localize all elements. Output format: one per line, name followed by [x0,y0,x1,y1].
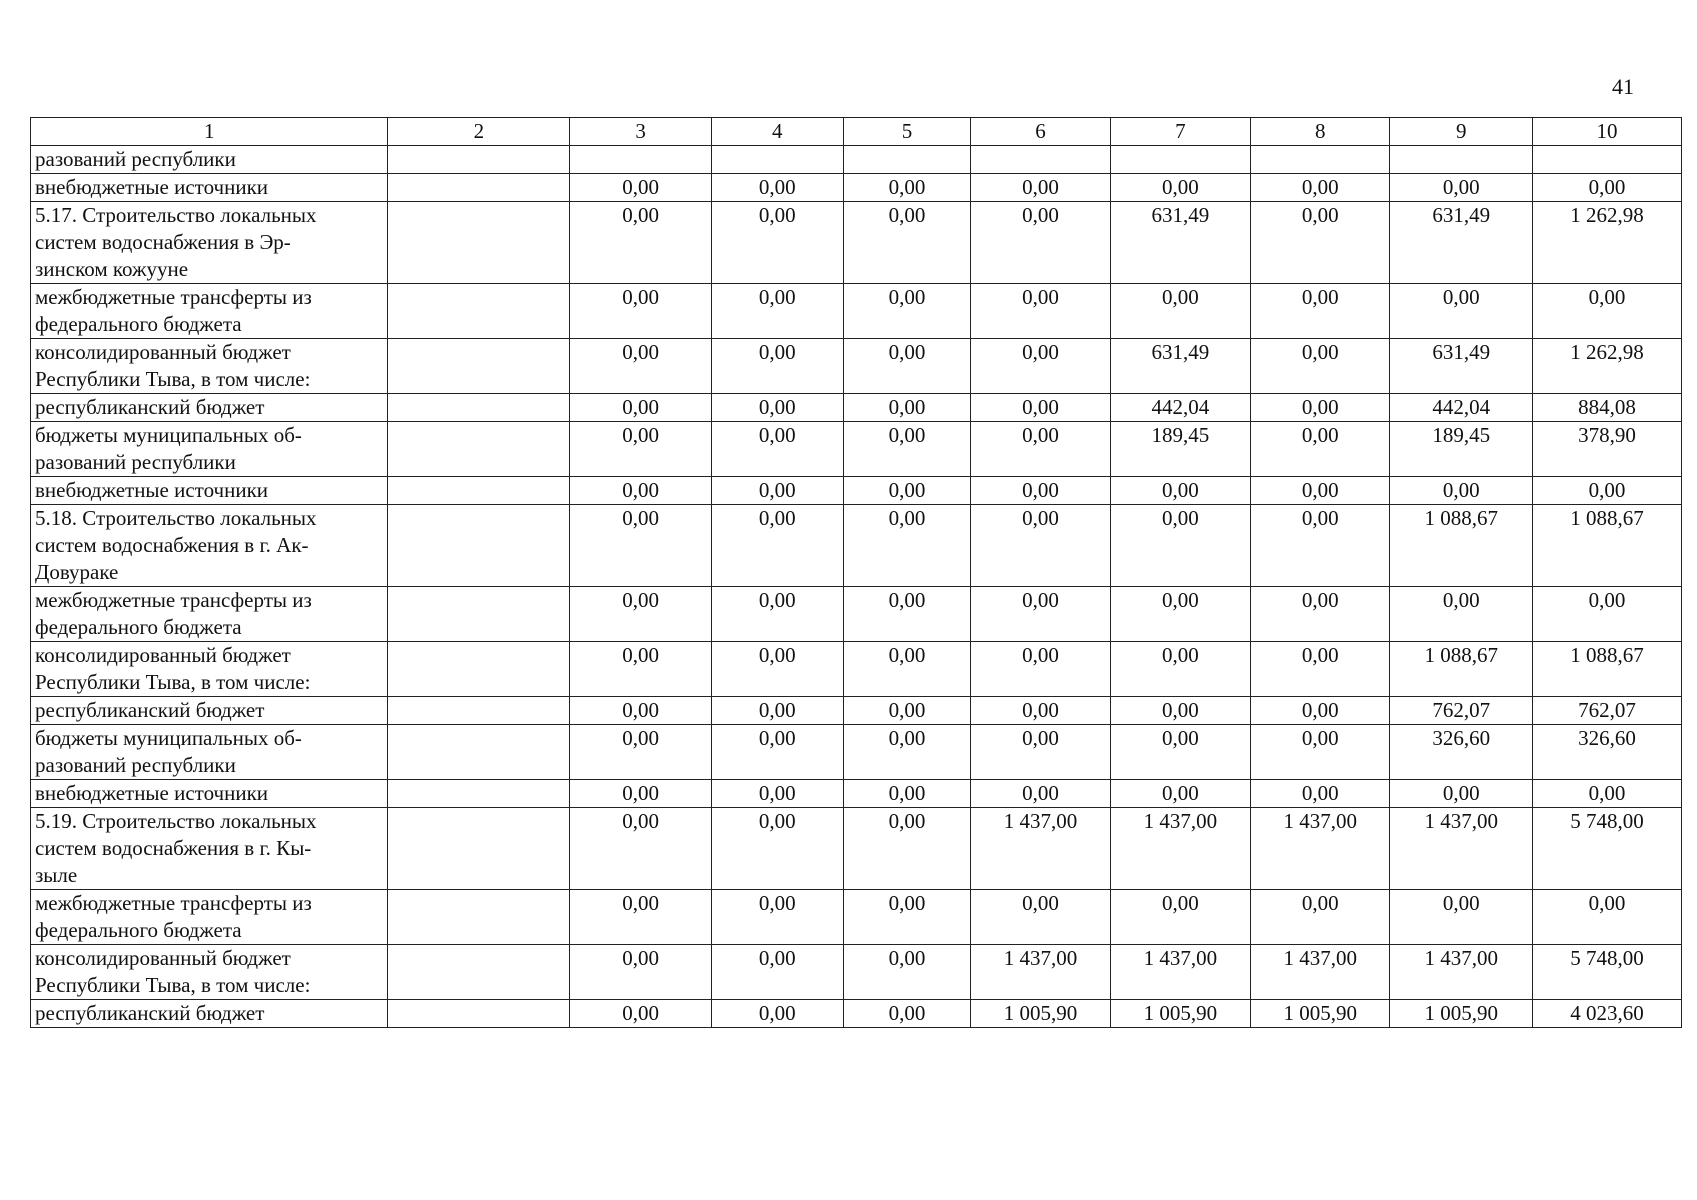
row-label: республиканский бюджет [31,697,388,725]
value-cell: 0,00 [570,505,711,587]
table-body [31,146,1682,1028]
value-cell: 0,00 [1251,202,1390,284]
value-cell [570,146,711,174]
value-cell: 0,00 [971,422,1110,477]
value-cell: 0,00 [1110,642,1250,697]
column-header: 2 [388,118,570,146]
row-label: бюджеты муниципальных об- разований республики [31,422,388,477]
value-cell: 0,00 [1532,890,1681,945]
value-cell: 1 005,90 [1251,1000,1390,1028]
value-cell: 0,00 [1251,587,1390,642]
value-cell: 0,00 [711,1000,843,1028]
value-cell: 0,00 [843,725,971,780]
value-cell: 442,04 [1110,394,1250,422]
empty-cell [388,146,570,174]
value-cell: 0,00 [570,697,711,725]
row-label: внебюджетные источники [31,477,388,505]
empty-cell [388,945,570,1000]
table-row [31,587,1682,642]
empty-cell [388,697,570,725]
column-header: 1 [31,118,388,146]
value-cell: 0,00 [1251,697,1390,725]
value-cell: 0,00 [971,642,1110,697]
value-cell: 0,00 [971,394,1110,422]
value-cell: 0,00 [570,780,711,808]
value-cell: 0,00 [1251,725,1390,780]
value-cell: 0,00 [971,202,1110,284]
value-cell: 0,00 [570,1000,711,1028]
value-cell: 0,00 [971,780,1110,808]
value-cell: 0,00 [570,642,711,697]
empty-cell [388,422,570,477]
column-header: 3 [570,118,711,146]
value-cell: 0,00 [570,725,711,780]
value-cell: 0,00 [711,808,843,890]
value-cell: 0,00 [843,284,971,339]
table-row [31,697,1682,725]
value-cell: 884,08 [1532,394,1681,422]
row-label: республиканский бюджет [31,394,388,422]
value-cell: 1 262,98 [1532,202,1681,284]
row-label: бюджеты муниципальных об- разований республики [31,725,388,780]
value-cell: 0,00 [843,890,971,945]
value-cell: 1 437,00 [1251,945,1390,1000]
empty-cell [388,642,570,697]
value-cell: 0,00 [1390,284,1533,339]
value-cell: 0,00 [711,202,843,284]
value-cell: 1 437,00 [1110,808,1250,890]
value-cell: 0,00 [1110,890,1250,945]
value-cell [711,146,843,174]
value-cell: 762,07 [1532,697,1681,725]
value-cell: 0,00 [971,505,1110,587]
value-cell [971,146,1110,174]
row-label: межбюджетные трансферты из федерального бюджета [31,284,388,339]
row-label: 5.17. Строительство локальных систем водоснабжения в Эр- зинском кожууне [31,202,388,284]
table-row [31,780,1682,808]
column-header: 6 [971,118,1110,146]
row-label: межбюджетные трансферты из федерального бюджета [31,587,388,642]
value-cell: 0,00 [971,174,1110,202]
page-number: 41 [1612,74,1634,99]
value-cell: 0,00 [971,339,1110,394]
value-cell: 0,00 [570,808,711,890]
value-cell: 0,00 [1390,890,1533,945]
empty-cell [388,477,570,505]
value-cell: 0,00 [971,890,1110,945]
value-cell: 0,00 [843,202,971,284]
table-row [31,725,1682,780]
value-cell: 0,00 [843,587,971,642]
row-label: консолидированный бюджет Республики Тыва, в том числе: [31,642,388,697]
value-cell: 0,00 [1251,780,1390,808]
value-cell [1532,146,1681,174]
value-cell: 0,00 [971,477,1110,505]
value-cell: 0,00 [971,587,1110,642]
value-cell: 0,00 [570,945,711,1000]
value-cell: 0,00 [711,945,843,1000]
row-label: разований республики [31,146,388,174]
value-cell: 0,00 [1251,394,1390,422]
value-cell: 0,00 [1251,505,1390,587]
column-number-row [31,118,1682,146]
value-cell: 0,00 [570,284,711,339]
value-cell: 1 437,00 [971,808,1110,890]
value-cell: 0,00 [711,477,843,505]
empty-cell [388,780,570,808]
value-cell: 1 005,90 [971,1000,1110,1028]
value-cell: 189,45 [1110,422,1250,477]
value-cell: 0,00 [1390,174,1533,202]
value-cell: 1 005,90 [1390,1000,1533,1028]
column-header: 10 [1532,118,1681,146]
value-cell: 1 437,00 [1251,808,1390,890]
empty-cell [388,725,570,780]
value-cell: 1 437,00 [971,945,1110,1000]
table-row [31,339,1682,394]
value-cell: 0,00 [843,394,971,422]
value-cell: 0,00 [570,394,711,422]
row-label: межбюджетные трансферты из федерального бюджета [31,890,388,945]
value-cell: 0,00 [843,945,971,1000]
value-cell: 0,00 [711,505,843,587]
value-cell: 0,00 [1110,587,1250,642]
value-cell: 0,00 [711,697,843,725]
value-cell: 1 088,67 [1532,642,1681,697]
value-cell: 0,00 [1110,505,1250,587]
value-cell: 0,00 [1532,284,1681,339]
value-cell: 0,00 [843,697,971,725]
value-cell: 0,00 [1390,587,1533,642]
value-cell: 631,49 [1390,202,1533,284]
value-cell: 0,00 [843,422,971,477]
value-cell: 0,00 [711,890,843,945]
value-cell: 0,00 [1110,174,1250,202]
value-cell: 326,60 [1532,725,1681,780]
value-cell: 0,00 [843,174,971,202]
value-cell [1110,146,1250,174]
empty-cell [388,505,570,587]
table-row [31,945,1682,1000]
empty-cell [388,202,570,284]
table-row [31,642,1682,697]
table-row [31,202,1682,284]
value-cell: 0,00 [570,174,711,202]
row-label: внебюджетные источники [31,174,388,202]
value-cell: 631,49 [1110,339,1250,394]
value-cell: 1 437,00 [1110,945,1250,1000]
value-cell: 0,00 [971,284,1110,339]
value-cell: 4 023,60 [1532,1000,1681,1028]
value-cell: 0,00 [711,174,843,202]
value-cell: 0,00 [843,808,971,890]
value-cell: 1 088,67 [1390,505,1533,587]
empty-cell [388,808,570,890]
value-cell: 0,00 [711,284,843,339]
empty-cell [388,339,570,394]
empty-cell [388,284,570,339]
value-cell: 0,00 [1532,587,1681,642]
empty-cell [388,587,570,642]
column-header: 9 [1390,118,1533,146]
value-cell: 0,00 [843,477,971,505]
value-cell: 0,00 [843,1000,971,1028]
value-cell: 0,00 [570,202,711,284]
budget-table-container [30,117,1682,1028]
value-cell: 0,00 [570,890,711,945]
empty-cell [388,394,570,422]
table-row [31,505,1682,587]
empty-cell [388,174,570,202]
value-cell: 0,00 [1110,725,1250,780]
value-cell: 5 748,00 [1532,945,1681,1000]
value-cell [1390,146,1533,174]
value-cell: 442,04 [1390,394,1533,422]
value-cell: 0,00 [1251,642,1390,697]
value-cell: 0,00 [711,725,843,780]
value-cell: 5 748,00 [1532,808,1681,890]
value-cell: 0,00 [1390,477,1533,505]
value-cell: 0,00 [570,339,711,394]
value-cell: 0,00 [1532,477,1681,505]
value-cell: 0,00 [1251,174,1390,202]
value-cell: 1 437,00 [1390,808,1533,890]
row-label: 5.19. Строительство локальных систем водоснабжения в г. Кы- зыле [31,808,388,890]
value-cell: 1 005,90 [1110,1000,1250,1028]
value-cell: 0,00 [843,642,971,697]
budget-table [30,117,1682,1028]
table-row [31,422,1682,477]
row-label: консолидированный бюджет Республики Тыва, в том числе: [31,339,388,394]
table-row [31,890,1682,945]
value-cell: 0,00 [1110,284,1250,339]
value-cell: 1 088,67 [1532,505,1681,587]
value-cell [843,146,971,174]
value-cell: 0,00 [1390,780,1533,808]
value-cell: 0,00 [711,394,843,422]
row-label: 5.18. Строительство локальных систем водоснабжения в г. Ак- Довураке [31,505,388,587]
value-cell: 0,00 [1110,697,1250,725]
value-cell: 0,00 [843,780,971,808]
value-cell: 0,00 [1110,477,1250,505]
table-row [31,477,1682,505]
value-cell: 0,00 [1251,284,1390,339]
table-row [31,284,1682,339]
value-cell: 0,00 [570,477,711,505]
column-header: 8 [1251,118,1390,146]
value-cell: 378,90 [1532,422,1681,477]
row-label: республиканский бюджет [31,1000,388,1028]
value-cell: 0,00 [1532,780,1681,808]
value-cell: 189,45 [1390,422,1533,477]
value-cell: 0,00 [711,587,843,642]
value-cell: 631,49 [1390,339,1533,394]
value-cell: 0,00 [570,587,711,642]
value-cell: 0,00 [711,780,843,808]
value-cell: 0,00 [1251,422,1390,477]
value-cell: 0,00 [1251,477,1390,505]
value-cell: 326,60 [1390,725,1533,780]
value-cell: 0,00 [843,339,971,394]
empty-cell [388,890,570,945]
table-row [31,808,1682,890]
value-cell: 762,07 [1390,697,1533,725]
column-header: 5 [843,118,971,146]
value-cell [1251,146,1390,174]
value-cell: 0,00 [1251,339,1390,394]
value-cell: 0,00 [711,642,843,697]
value-cell: 0,00 [570,422,711,477]
value-cell: 0,00 [711,422,843,477]
table-row [31,174,1682,202]
value-cell: 0,00 [971,725,1110,780]
value-cell: 1 262,98 [1532,339,1681,394]
value-cell: 1 437,00 [1390,945,1533,1000]
column-header: 4 [711,118,843,146]
value-cell: 0,00 [1532,174,1681,202]
value-cell: 1 088,67 [1390,642,1533,697]
table-row [31,1000,1682,1028]
value-cell: 0,00 [1251,890,1390,945]
table-row [31,394,1682,422]
empty-cell [388,1000,570,1028]
row-label: внебюджетные источники [31,780,388,808]
column-header: 7 [1110,118,1250,146]
value-cell: 0,00 [971,697,1110,725]
row-label: консолидированный бюджет Республики Тыва, в том числе: [31,945,388,1000]
value-cell: 0,00 [843,505,971,587]
value-cell: 0,00 [1110,780,1250,808]
table-row [31,146,1682,174]
value-cell: 631,49 [1110,202,1250,284]
value-cell: 0,00 [711,339,843,394]
